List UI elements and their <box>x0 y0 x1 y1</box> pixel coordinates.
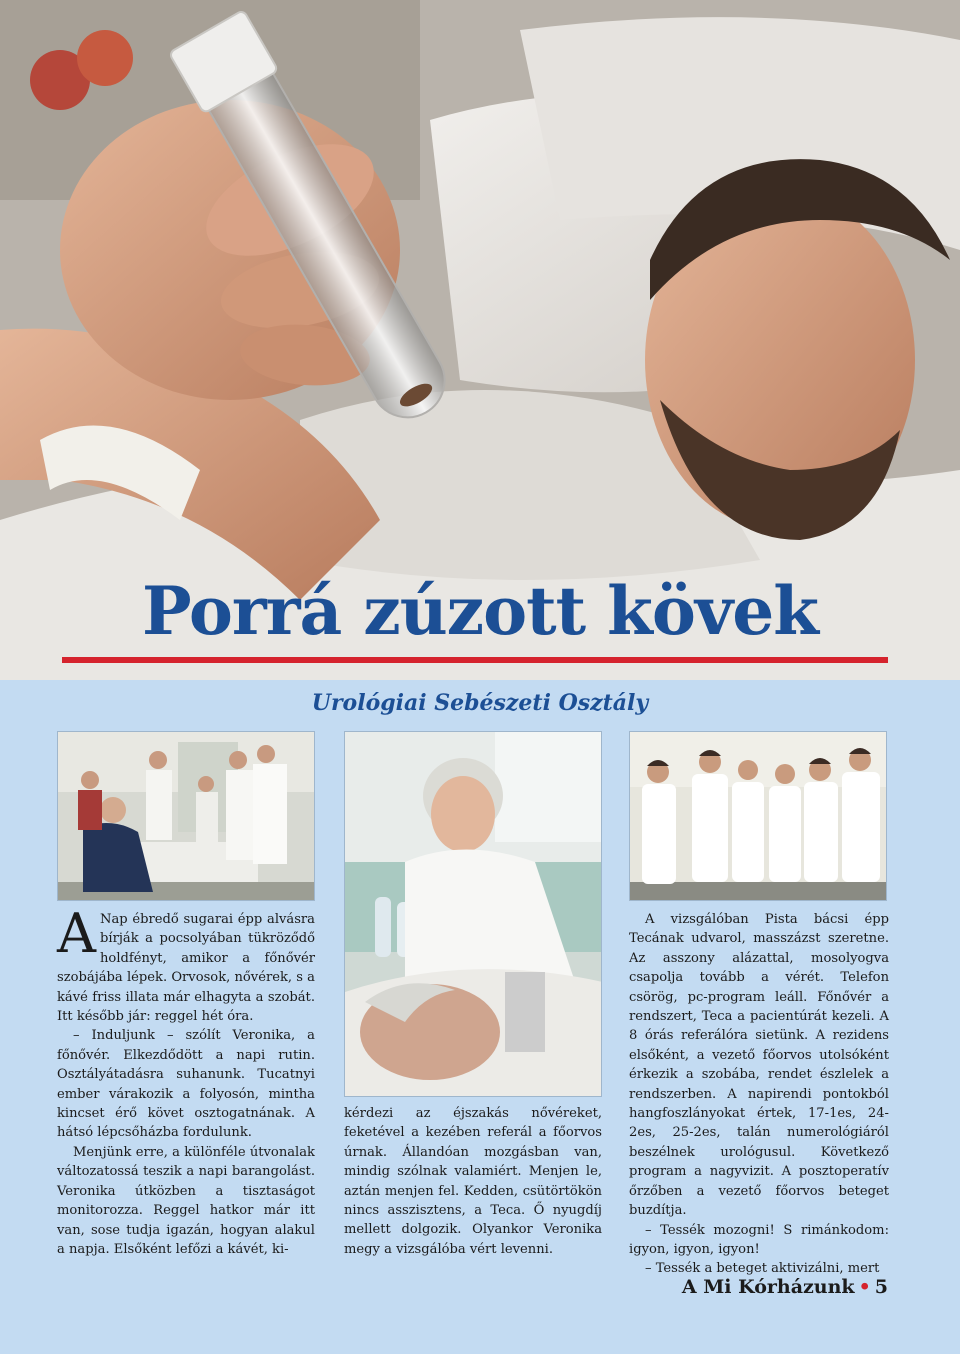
paragraph: – Induljunk – szólít Veronika, a főnővér. Elkezdődött a napi rutin. Osztályátadásra suhanunk. Tucatnyi ember várakozik a folyosón, mintha kincset érő követ osztogatnának. A hátsó lépcsőházba fordulunk. <box>57 1028 315 1141</box>
section-subtitle: Urológiai Sebészeti Osztály <box>311 690 649 716</box>
magazine-name: A Mi Kórházunk <box>681 1276 855 1298</box>
drop-cap: A <box>57 902 96 965</box>
text-column-1 <box>57 902 315 1259</box>
paragraph <box>57 902 315 1026</box>
footer-separator: • <box>858 1276 871 1298</box>
ward-round-photo <box>57 731 315 901</box>
paragraph: A vizsgálóban Pista bácsi épp Tecának udvarol, masszázst szeretne. Az asszony alázattal, mosolyogva csapolja tovább a vérét. Telefon csörög, pc-program leáll. Főnővér a rendszert, Teca a pacientúrát kezeli. A 8 órás referálóra sietünk. A rezidens elsőként, a vezető főorvos utolsóként érkezik a szobába, rendet észlelek a rendszerben. A napirendi pontokból hangfoszlányokat értek, 17-1es, 24-2es, 25-2es, talán numerológiáról beszélnek urológusul. Következő program a nagyvizit. A posztoperatív őrzőben a vezető főorvos beteget buzdítja. <box>629 912 889 1219</box>
page-footer <box>682 1276 888 1298</box>
paragraph: kérdezi az éjszakás nővéreket, feketével a kezében referál a főorvos úrnak. Állandóan mozgásban van, mindig szólnak valamiért. Menjen le, aztán menjen fel. Kedden, csütörtökön nincs asszisztens, a Teca. Ő nyugdíj mellett dolgozik. Olyankor Veronika megy a vizsgálóba vért levenni. <box>344 1106 602 1257</box>
article-title: Porrá zúzott kövek <box>142 572 818 650</box>
paragraph: – Tessék a beteget aktivizálni, mert <box>645 1261 880 1277</box>
text-column-3 <box>629 910 889 1279</box>
page-number: 5 <box>874 1276 888 1298</box>
paragraph: – Tessék mozogni! S rimánkodom: igyon, igyon, igyon! <box>629 1222 889 1257</box>
nurse-with-patient-photo <box>344 731 602 1097</box>
paragraph: Menjünk erre, a különféle útvonalak változatossá teszik a napi barangolást. Veronika útközben a tisztaságot monitorozza. Reggel hatkor már itt van, sose tudja igazán, hogyan alakul a napja. Elsőként lefőzi a kávét, ki- <box>57 1144 315 1257</box>
nursing-staff-group-photo <box>629 731 887 901</box>
title-divider <box>62 657 888 663</box>
text-column-2 <box>344 1104 602 1259</box>
paragraph-text: Nap ébredő sugarai épp alvásra bírják a pocsolyában tükröződő holdfényt, amikor a főnővér szobájába lépek. Orvosok, nővérek, s a kávé friss illata már elhagyta a szobát. Itt később jár: reggel hét óra. <box>57 912 315 1025</box>
